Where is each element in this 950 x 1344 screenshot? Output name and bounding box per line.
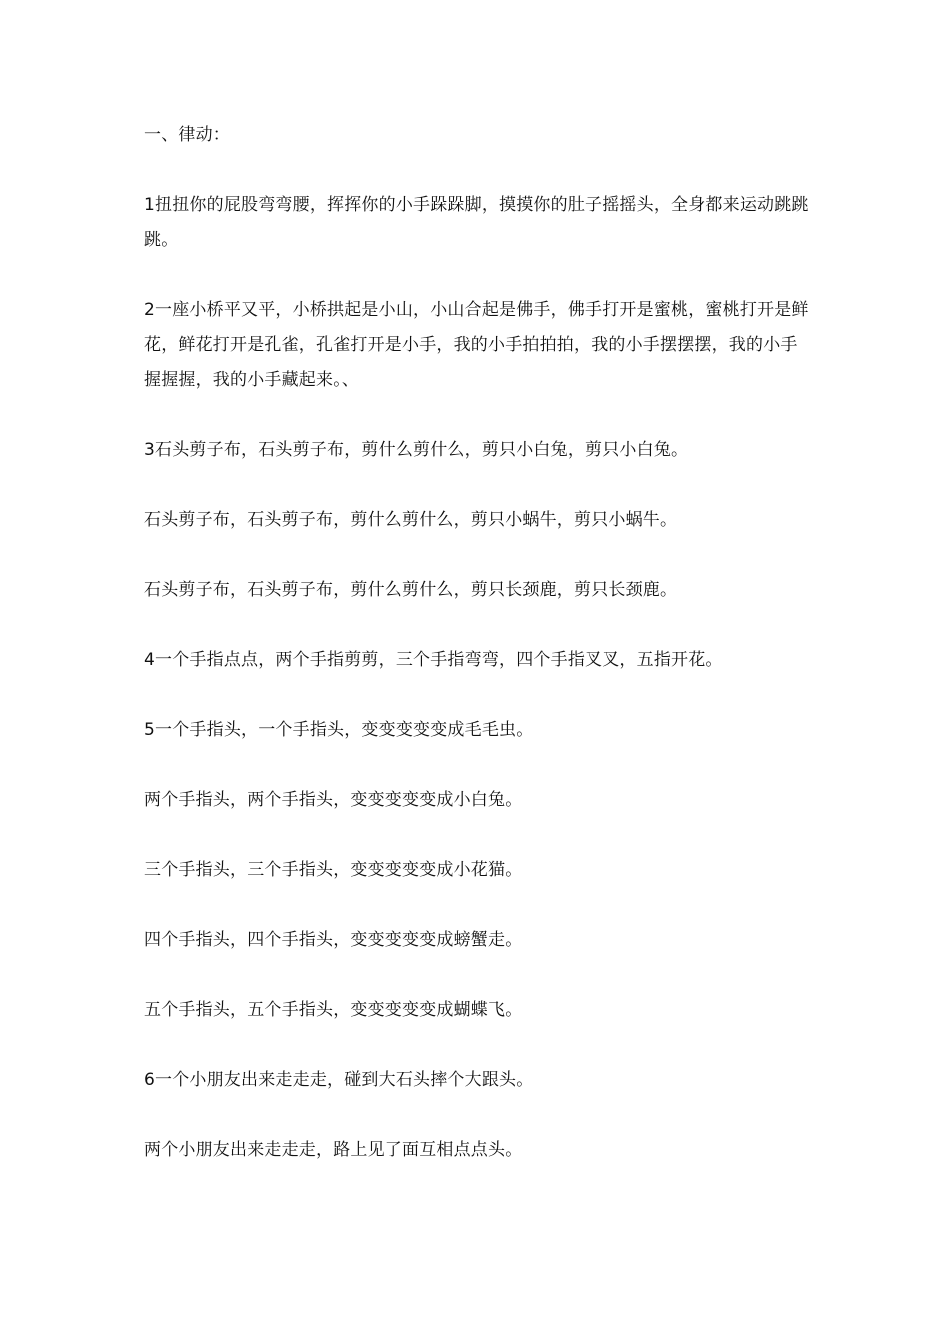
paragraph-6: 4一个手指点点，两个手指剪剪，三个手指弯弯，四个手指叉叉，五指开花。 bbox=[144, 650, 723, 670]
section-heading: 一、律动： bbox=[144, 125, 230, 145]
paragraph-2: 2一座小桥平又平，小桥拱起是小山，小山合起是佛手，佛手打开是蜜桃，蜜桃打开是鲜花，鲜花打开是孔雀，孔雀打开是小手，我的小手拍拍拍，我的小手摆摆摆，我的小手握握握，我的小手藏起来。、 bbox=[144, 300, 809, 390]
paragraph-7: 5一个手指头，一个手指头，变变变变变成毛毛虫。 bbox=[144, 720, 534, 740]
paragraph-1: 1扭扭你的屁股弯弯腰，挥挥你的小手跺跺脚，摸摸你的肚子摇摇头，全身都来运动跳跳跳。 bbox=[144, 195, 809, 250]
paragraph-11: 五个手指头，五个手指头，变变变变变成蝴蝶飞。 bbox=[144, 1000, 523, 1020]
paragraph-3: 3石头剪子布，石头剪子布，剪什么剪什么，剪只小白兔，剪只小白兔。 bbox=[144, 440, 689, 460]
paragraph-10: 四个手指头，四个手指头，变变变变变成螃蟹走。 bbox=[144, 930, 523, 950]
paragraph-8: 两个手指头，两个手指头，变变变变变成小白兔。 bbox=[144, 790, 523, 810]
document-body bbox=[144, 118, 812, 1203]
paragraph-9: 三个手指头，三个手指头，变变变变变成小花猫。 bbox=[144, 860, 523, 880]
paragraph-12: 6一个小朋友出来走走走，碰到大石头摔个大跟头。 bbox=[144, 1070, 534, 1090]
paragraph-4: 石头剪子布，石头剪子布，剪什么剪什么，剪只小蜗牛，剪只小蜗牛。 bbox=[144, 510, 678, 530]
paragraph-5: 石头剪子布，石头剪子布，剪什么剪什么，剪只长颈鹿，剪只长颈鹿。 bbox=[144, 580, 678, 600]
paragraph-13: 两个小朋友出来走走走，路上见了面互相点点头。 bbox=[144, 1140, 523, 1160]
